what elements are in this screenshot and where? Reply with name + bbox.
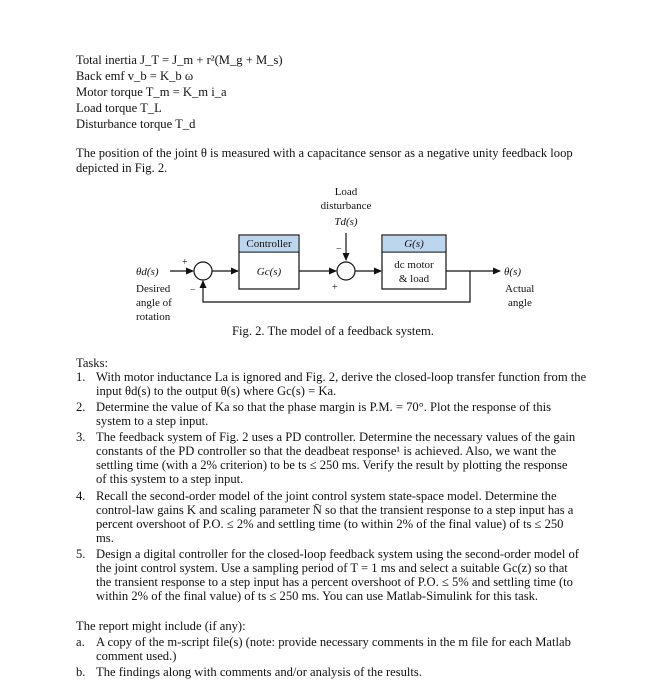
plant-label-line-2: & load bbox=[398, 273, 430, 285]
task-5-number: 5. bbox=[76, 547, 86, 561]
task-4-number: 4. bbox=[76, 489, 86, 503]
task-4-line-1: Recall the second-order model of the joint control system state-space model. Determine the bbox=[96, 489, 557, 503]
report-b-letter: b. bbox=[76, 665, 86, 679]
figure-caption: Fig. 2. The model of a feedback system. bbox=[232, 324, 434, 338]
report-b-line-1: The findings along with comments and/or analysis of the results. bbox=[96, 665, 422, 679]
intro-line-1: The position of the joint θ is measured with a capacitance sensor as a negative unity feedback loop bbox=[76, 146, 573, 160]
intro-line-2: depicted in Fig. 2. bbox=[76, 161, 168, 175]
task-3-line-2: constants of the PD controller so that the deadbeat response¹ is achieved. Also, we want the bbox=[96, 444, 557, 458]
definition-disturbance-torque: Disturbance torque T_d bbox=[76, 117, 196, 131]
tasks-heading: Tasks: bbox=[76, 356, 109, 370]
sign-minus-sj1: − bbox=[190, 285, 196, 296]
report-a-line-1: A copy of the m-script file(s) (note: provide necessary comments in the m file for each Matlab bbox=[96, 635, 571, 649]
task-2-line-2: system to a step input. bbox=[96, 414, 209, 428]
definition-total-inertia: Total inertia J_T = J_m + r²(M_g + M_s) bbox=[76, 53, 283, 67]
summing-junction-2 bbox=[337, 262, 355, 280]
input-desc-line-1: Desired bbox=[136, 283, 171, 295]
controller-transfer-function: Gc(s) bbox=[256, 266, 282, 278]
task-3-number: 3. bbox=[76, 430, 86, 444]
definition-load-torque: Load torque T_L bbox=[76, 101, 162, 115]
task-1-line-1: With motor inductance La is ignored and Fig. 2, derive the closed-loop transfer function from the bbox=[96, 370, 587, 384]
task-3-line-4: of this system to a step input. bbox=[96, 472, 244, 486]
sign-plus-sj1: + bbox=[182, 257, 188, 268]
sign-plus-sj2: + bbox=[332, 282, 338, 293]
report-a-line-2: comment used.) bbox=[96, 649, 177, 663]
task-3-line-1: The feedback system of Fig. 2 uses a PD controller. Determine the necessary values of the gain bbox=[96, 430, 576, 444]
disturbance-label-load: Load bbox=[334, 186, 358, 198]
output-desc-line-2: angle bbox=[508, 297, 532, 309]
sign-minus-sj2: − bbox=[336, 244, 342, 255]
definition-motor-torque: Motor torque T_m = K_m i_a bbox=[76, 85, 227, 99]
task-2-line-1: Determine the value of Ka so that the phase margin is P.M. = 70°. Plot the response of this bbox=[96, 400, 552, 414]
summing-junction-1 bbox=[194, 262, 212, 280]
disturbance-label-disturbance: disturbance bbox=[320, 200, 372, 212]
task-1-line-2: input θd(s) to the output θ(s) where Gc(s) = Ka. bbox=[96, 384, 337, 398]
controller-header: Controller bbox=[246, 238, 292, 250]
task-1-number: 1. bbox=[76, 370, 86, 384]
task-3-line-3: settling time (with a 2% criterion) to be ts ≤ 250 ms. Verify the result by plotting the response bbox=[96, 458, 568, 472]
disturbance-symbol: Td(s) bbox=[334, 216, 358, 228]
task-4-line-3: percent overshoot of P.O. ≤ 2% and settling time (to within 2% of the final value) of ts ≤ 250 bbox=[96, 517, 564, 531]
plant-label-line-1: dc motor bbox=[394, 259, 434, 271]
input-symbol: θd(s) bbox=[136, 266, 159, 278]
task-4-line-2: control-law gains K and scaling parameter N̄ so that the transient response to a step input has a bbox=[96, 503, 574, 517]
task-2-number: 2. bbox=[76, 400, 86, 414]
task-5-line-4: within 2% of the final value) of ts ≤ 250 ms. You can use Matlab-Simulink for this task. bbox=[96, 589, 539, 603]
task-5-line-3: the transient response to a step input has a percent overshoot of P.O. ≤ 5% and settling time (to bbox=[96, 575, 573, 589]
report-a-letter: a. bbox=[76, 635, 85, 649]
output-desc-line-1: Actual bbox=[505, 283, 535, 295]
task-5-line-1: Design a digital controller for the closed-loop feedback system using the second-order model of bbox=[96, 547, 579, 561]
task-4-line-4: ms. bbox=[96, 531, 114, 545]
task-5-line-2: the joint control system. Use a sampling period of T = 1 ms and select a suitable Gc(z) so that bbox=[96, 561, 568, 575]
input-desc-line-3: rotation bbox=[136, 311, 171, 323]
input-desc-line-2: angle of bbox=[136, 297, 172, 309]
report-heading: The report might include (if any): bbox=[76, 619, 246, 633]
definition-back-emf: Back emf v_b = K_b ω bbox=[76, 69, 194, 83]
plant-header: G(s) bbox=[404, 238, 424, 250]
output-symbol: θ(s) bbox=[504, 266, 522, 278]
